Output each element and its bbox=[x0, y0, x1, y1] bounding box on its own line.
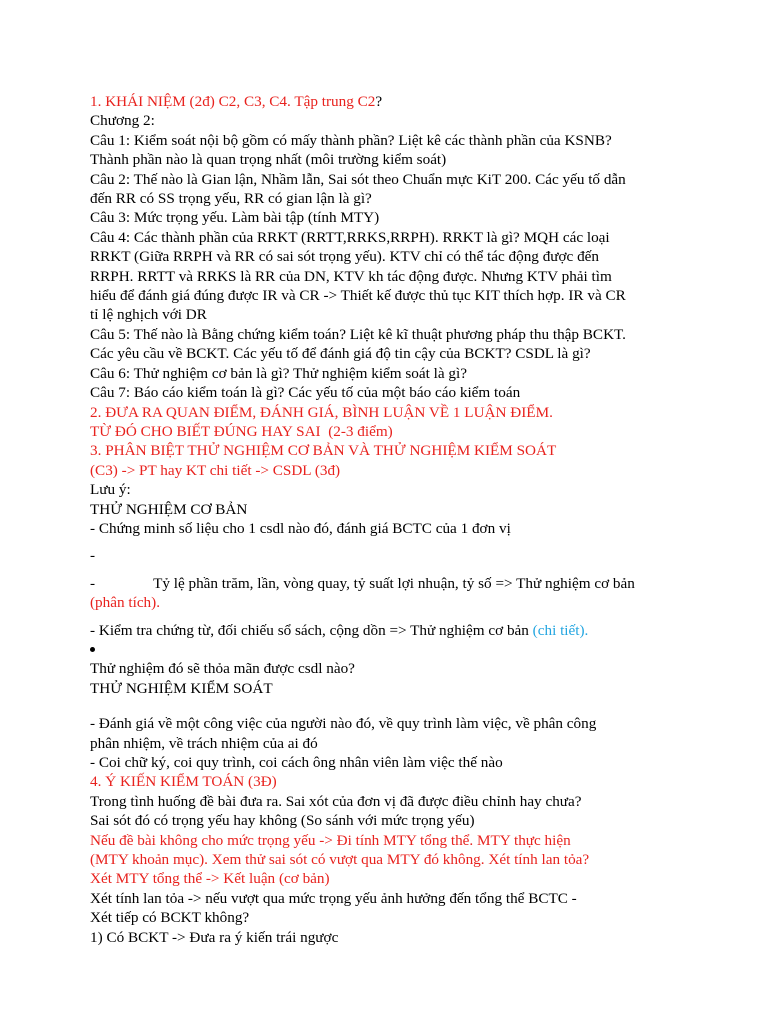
question-4-line-3: RRPH. RRTT và RRKS là RR của DN, KTV kh tác động được. Nhưng KTV phải tìm bbox=[90, 267, 612, 285]
spacer bbox=[90, 613, 690, 621]
question-2-line-2: đến RR có SS trọng yếu, RR có gian lận là gì? bbox=[90, 190, 372, 208]
control-test-item-1-line-2: phân nhiệm, về trách nhiệm của ai đó bbox=[90, 734, 318, 752]
substantive-test-item-1: - Chứng minh số liệu cho 1 csdl nào đó, đánh giá BCTC của 1 đơn vị bbox=[90, 519, 511, 537]
substantive-test-question: Thử nghiệm đó sẽ thỏa mãn được csdl nào? bbox=[90, 660, 355, 678]
question-6: Câu 6: Thử nghiệm cơ bản là gì? Thử nghiệm kiểm soát là gì? bbox=[90, 364, 467, 382]
section-3-heading-line-2: (C3) -> PT hay KT chi tiết -> CSDL (3đ) bbox=[90, 461, 341, 479]
note-label: Lưu ý: bbox=[90, 481, 131, 499]
question-3: Câu 3: Mức trọng yếu. Làm bài tập (tính MTY) bbox=[90, 209, 380, 227]
question-2-line-1: Câu 2: Thế nào là Gian lận, Nhầm lẫn, Sai sót theo Chuẩn mực KiT 200. Các yếu tố dẫn bbox=[90, 170, 626, 188]
spacer bbox=[90, 538, 690, 546]
question-1-line-1: Câu 1: Kiểm soát nội bộ gồm có mấy thành phần? Liệt kê các thành phần của KSNB? bbox=[90, 131, 612, 149]
section-4-red-line-3: Xét MTY tổng thể -> Kết luận (cơ bản) bbox=[90, 870, 330, 888]
question-1-line-2: Thành phần nào là quan trọng nhất (môi trường kiểm soát) bbox=[90, 151, 447, 169]
question-4-line-4: hiểu để đánh giá đúng được IR và CR -> Thiết kế được thủ tục KIT thích hợp. IR và CR bbox=[90, 287, 626, 305]
question-4-line-5: tỉ lệ nghịch với DR bbox=[90, 306, 207, 324]
section-2-heading-line-2: TỪ ĐÓ CHO BIẾT ĐÚNG HAY SAI (2-3 điểm) bbox=[90, 422, 393, 440]
question-5-line-2: Các yêu cầu về BCKT. Các yếu tố để đánh giá độ tin cậy của BCKT? CSDL là gì? bbox=[90, 345, 591, 363]
spacer bbox=[90, 566, 690, 574]
substantive-test-title: THỬ NGHIỆM CƠ BẢN bbox=[90, 500, 248, 518]
control-test-item-2: - Coi chữ ký, coi quy trình, coi cách ông nhân viên làm việc thế nào bbox=[90, 753, 503, 771]
section-1-heading: 1. KHÁI NIỆM (2đ) C2, C3, C4. Tập trung C2? bbox=[90, 93, 383, 110]
substantive-test-empty-dash: - bbox=[90, 547, 96, 565]
substantive-test-item-3: - Kiểm tra chứng từ, đối chiếu sổ sách, cộng dồn => Thử nghiệm cơ bản (chi tiết). bbox=[90, 621, 589, 639]
question-5-line-1: Câu 5: Thế nào là Bằng chứng kiểm toán? Liệt kê kĩ thuật phương pháp thu thập BCKT. bbox=[90, 325, 626, 343]
section-4-line-1: Trong tình huống đề bài đưa ra. Sai xót của đơn vị đã được điều chỉnh hay chưa? bbox=[90, 792, 582, 810]
section-4-red-line-1: Nếu đề bài không cho mức trọng yếu -> Đi tính MTY tổng thể. MTY thực hiện bbox=[90, 831, 571, 849]
substantive-test-item-2-analysis: (phân tích). bbox=[90, 594, 161, 612]
question-7: Câu 7: Báo cáo kiểm toán là gì? Các yếu tố của một báo cáo kiểm toán bbox=[90, 384, 521, 402]
control-test-item-1-line-1: - Đánh giá về một công việc của người nào đó, về quy trình làm việc, về phân công bbox=[90, 715, 597, 733]
section-4-line-3: Xét tính lan tỏa -> nếu vượt qua mức trọng yếu ảnh hưởng đến tổng thể BCTC - bbox=[90, 889, 577, 907]
question-4-line-1: Câu 4: Các thành phần của RRKT (RRTT,RRKS,RRPH). RRKT là gì? MQH các loại bbox=[90, 228, 610, 246]
section-4-line-2: Sai sót đó có trọng yếu hay không (So sánh với mức trọng yếu) bbox=[90, 812, 475, 830]
section-3-heading-line-1: 3. PHÂN BIỆT THỬ NGHIỆM CƠ BẢN VÀ THỬ NGHIỆM KIỂM SOÁT bbox=[90, 442, 557, 460]
chapter-label: Chương 2: bbox=[90, 112, 155, 130]
bullet-dot-icon bbox=[90, 647, 95, 652]
section-4-red-line-2: (MTY khoản mục). Xem thử sai sót có vượt qua MTY đó không. Xét tính lan tỏa? bbox=[90, 851, 590, 869]
section-4-line-5: 1) Có BCKT -> Đưa ra ý kiến trái ngược bbox=[90, 928, 339, 946]
section-2-heading-line-1: 2. ĐƯA RA QUAN ĐIỂM, ĐÁNH GIÁ, BÌNH LUẬN VỀ 1 LUẬN ĐIỂM. bbox=[90, 403, 553, 421]
substantive-test-item-2: - Tỷ lệ phần trăm, lần, vòng quay, tỷ suất lợi nhuận, tỷ số => Thử nghiệm cơ bản bbox=[90, 574, 635, 592]
question-4-line-2: RRKT (Giữa RRPH và RR có sai sót trọng yếu). KTV chỉ có thể tác động được đến bbox=[90, 248, 600, 266]
section-4-line-4: Xét tiếp có BCKT không? bbox=[90, 909, 250, 927]
document-page bbox=[90, 92, 690, 947]
bullet-point bbox=[90, 640, 690, 659]
section-4-heading: 4. Ý KIẾN KIỂM TOÁN (3Đ) bbox=[90, 773, 277, 791]
control-test-title: THỬ NGHIỆM KIỂM SOÁT bbox=[90, 679, 273, 697]
spacer bbox=[90, 698, 690, 714]
